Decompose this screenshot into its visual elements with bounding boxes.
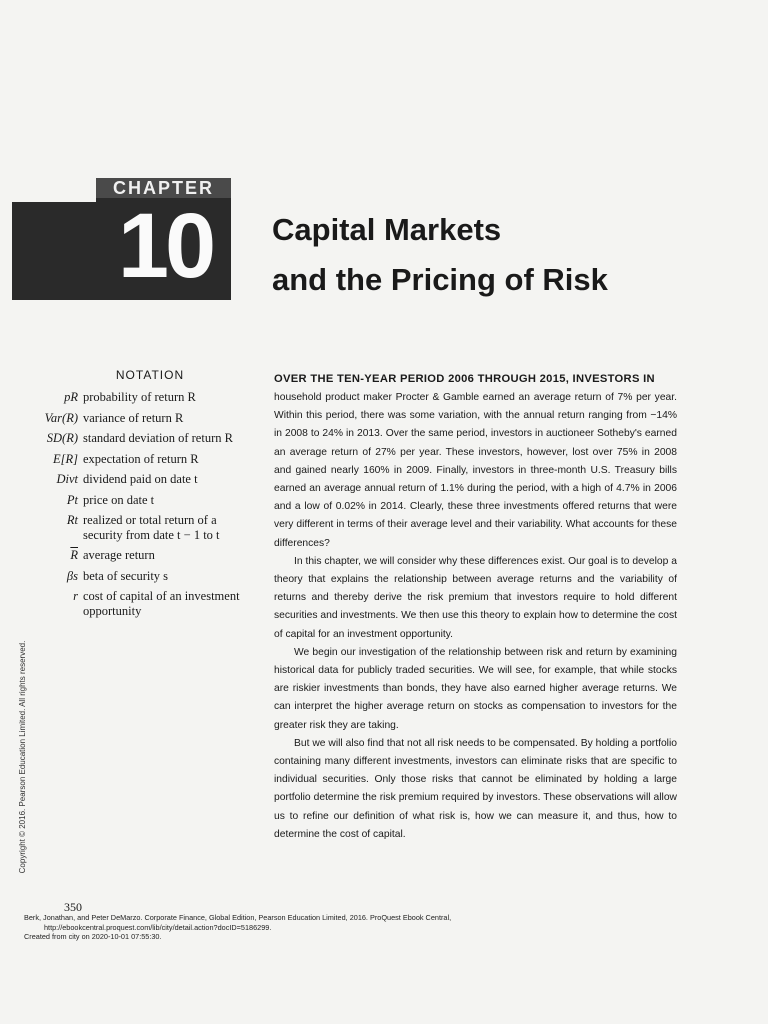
chapter-side-block: [12, 202, 110, 300]
notation-symbol: βs: [66, 568, 78, 583]
notation-description: average return: [83, 548, 155, 562]
paragraph: household product maker Procter & Gamble earned an average return of 7% per year. Within this period, there was some variation, with the annual return ranging from −14% in 2008 to 24% in 2013. Over the same period, investors in auctioneer Sotheby's earned an average return of 27% per year. These investors, however, lost over 75% in 2008 and gained nearly 160% in 2009. Finally, investors in three-month U.S. Treasury bills earned an average annual return of 1.1% during the period, with a high of 4.7% in 2006 and a low of 0.02% in 2014. Clearly, these three investments offered returns that were very different in terms of their average level and their variability. What accounts for these differences?: [274, 392, 677, 549]
chapter-title-line-2: and the Pricing of Risk: [272, 262, 608, 297]
paragraph: In this chapter, we will consider why these differences exist. Our goal is to develop a theory that explains the relationship between average returns and the variability of returns and thereby derive the risk premium that investors require to hold different securities and investments. We then use this theory to explain how to determine the cost of capital for an investment opportunity.: [274, 555, 677, 640]
notation-symbol: pR: [64, 390, 78, 404]
notation-item: [30, 431, 240, 446]
notation-description: realized or total return of a security from date t − 1 to t: [83, 513, 220, 542]
notation-description: standard deviation of return R: [83, 431, 233, 445]
side-copyright: Copyright © 2016. Pearson Education Limited. All rights reserved.: [18, 640, 27, 874]
chapter-number: 10: [117, 195, 213, 297]
notation-symbol: Rt: [66, 513, 78, 527]
notation-item: [30, 589, 240, 618]
notation-symbol: r: [73, 589, 78, 603]
notation-description: probability of return R: [83, 390, 196, 404]
notation-symbol: E[R]: [53, 451, 78, 466]
page-number: 350: [64, 900, 82, 914]
footer-link[interactable]: http://ebookcentral.proquest.com/lib/city/detail.action?docID=5186299.: [44, 922, 272, 932]
notation-list: [30, 390, 240, 624]
notation-description: dividend paid on date t: [83, 472, 198, 486]
notation-heading: NOTATION: [115, 368, 185, 382]
notation-description: cost of capital of an investment opportunity: [83, 589, 240, 618]
notation-item: [30, 472, 240, 487]
chapter-title: [272, 205, 732, 305]
notation-item: [30, 390, 240, 405]
notation-item: [30, 452, 240, 467]
notation-description: expectation of return R: [83, 451, 199, 466]
notation-symbol: Pt: [66, 492, 78, 507]
paragraph: We begin our investigation of the relationship between risk and return by examining historical data for publicly traded securities. We will see, for example, that while stocks are riskier investments than bonds, they have also earned higher average returns. We can interpret the higher average return on stocks as compensation to investors for the greater risk they are taking.: [274, 646, 677, 731]
notation-item: [30, 513, 240, 542]
notation-description: variance of return R: [83, 410, 184, 425]
chapter-label: CHAPTER: [96, 178, 231, 198]
notation-symbol: $\overline{R}$: [70, 548, 78, 562]
notation-item: [30, 548, 240, 563]
notation-item: [30, 569, 240, 584]
notation-description: beta of security s: [83, 568, 169, 583]
notation-symbol: Var(R): [44, 410, 78, 425]
chapter-title-line-1: Capital Markets: [272, 212, 502, 247]
notation-symbol: Divt: [56, 472, 78, 486]
intro-heading: OVER THE TEN-YEAR PERIOD 2006 THROUGH 2015, INVESTORS IN: [274, 373, 655, 385]
body-text: [274, 389, 677, 844]
notation-symbol: SD(R): [46, 431, 78, 445]
footer-line: Berk, Jonathan, and Peter DeMarzo. Corporate Finance, Global Edition, Pearson Education Limited, 2016. ProQuest Ebook Central,: [24, 913, 452, 922]
footer-line: Created from city on 2020-10-01 07:55:30.: [24, 932, 162, 941]
notation-item: [30, 493, 240, 508]
notation-item: [30, 411, 240, 426]
paragraph: But we will also find that not all risk needs to be compensated. By holding a portfolio containing many different investments, investors can eliminate risks that are specific to individual securities. Only those risks that cannot be eliminated by holding a large portfolio determine the risk premium required by investors. These observations will allow us to refine our definition of what risk is, how we can measure it, and thus, how to determine the cost of capital.: [274, 737, 677, 840]
notation-description: price on date t: [83, 492, 155, 507]
footer-citation: [24, 913, 724, 942]
